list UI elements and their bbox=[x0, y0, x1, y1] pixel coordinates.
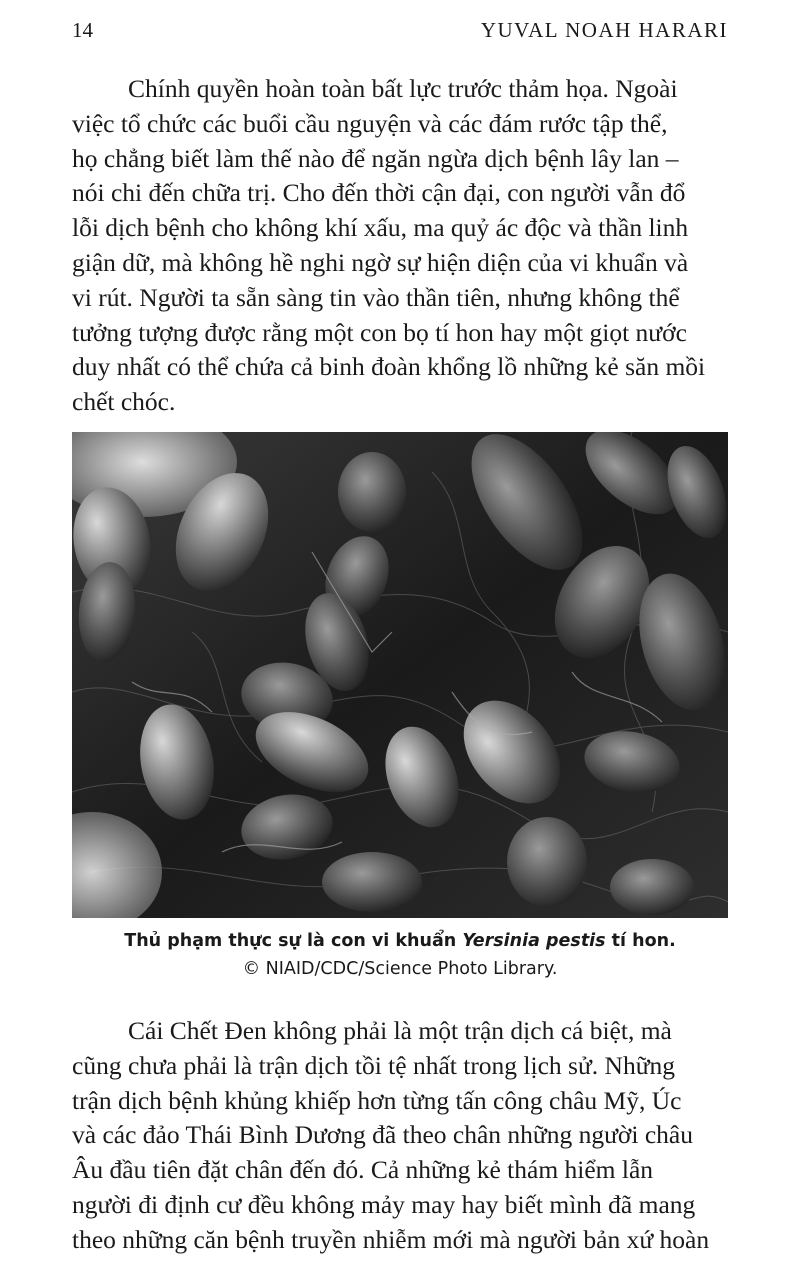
text-line: cũng chưa phải là trận dịch tồi tệ nhất trong lịch sử. Những bbox=[72, 1050, 676, 1080]
figure-caption bbox=[72, 927, 728, 983]
text-line: Chính quyền hoàn toàn bất lực trước thảm họa. Ngoài bbox=[128, 74, 678, 103]
running-head-author: YUVAL NOAH HARARI bbox=[480, 18, 728, 42]
page-number: 14 bbox=[72, 18, 93, 42]
paragraph-2 bbox=[72, 1014, 728, 1258]
text-line: Âu đầu tiên đặt chân đến đó. Cả những kẻ thám hiểm lẫn bbox=[72, 1155, 654, 1185]
text-line: và các đảo Thái Bình Dương đã theo chân những người châu bbox=[72, 1120, 694, 1150]
text-line: người đi định cư đều không mảy may hay biết mình đã mang bbox=[72, 1189, 696, 1219]
paragraph-1 bbox=[72, 72, 728, 420]
caption-species-name: Yersinia pestis bbox=[462, 931, 606, 951]
caption-text-after: tí hon. bbox=[605, 931, 676, 951]
caption-text-before: Thủ phạm thực sự là con vi khuẩn bbox=[124, 931, 463, 951]
text-line: việc tổ chức các buổi cầu nguyện và các đám rước tập thể, bbox=[72, 108, 668, 138]
text-line: trận dịch bệnh khủng khiếp hơn từng tấn công châu Mỹ, Úc bbox=[72, 1085, 682, 1115]
text-line: chết chóc. bbox=[72, 387, 176, 417]
text-line: lỗi dịch bệnh cho không khí xấu, ma quỷ ác độc và thần linh bbox=[72, 213, 689, 243]
caption-credit: © NIAID/CDC/Science Photo Library. bbox=[242, 959, 558, 979]
caption-title bbox=[72, 927, 728, 955]
bacteria-micrograph bbox=[72, 432, 728, 918]
text-line: vi rút. Người ta sẵn sàng tin vào thần tiên, nhưng không thể bbox=[72, 282, 680, 312]
text-line: giận dữ, mà không hề nghi ngờ sự hiện diện của vi khuẩn và bbox=[72, 247, 689, 277]
text-line: nói chi đến chữa trị. Cho đến thời cận đại, con người vẫn đổ bbox=[72, 178, 686, 208]
micrograph-illustration bbox=[72, 432, 728, 918]
text-line: theo những căn bệnh truyền nhiễm mới mà người bản xứ hoàn bbox=[72, 1224, 710, 1254]
text-line: duy nhất có thể chứa cả binh đoàn khổng lồ những kẻ săn mồi bbox=[72, 352, 706, 382]
text-line: họ chẳng biết làm thế nào để ngăn ngừa dịch bệnh lây lan – bbox=[72, 143, 679, 173]
text-line: tưởng tượng được rằng một con bọ tí hon hay một giọt nước bbox=[72, 317, 687, 347]
text-line: Cái Chết Đen không phải là một trận dịch cá biệt, mà bbox=[128, 1016, 672, 1045]
running-header bbox=[72, 18, 728, 43]
